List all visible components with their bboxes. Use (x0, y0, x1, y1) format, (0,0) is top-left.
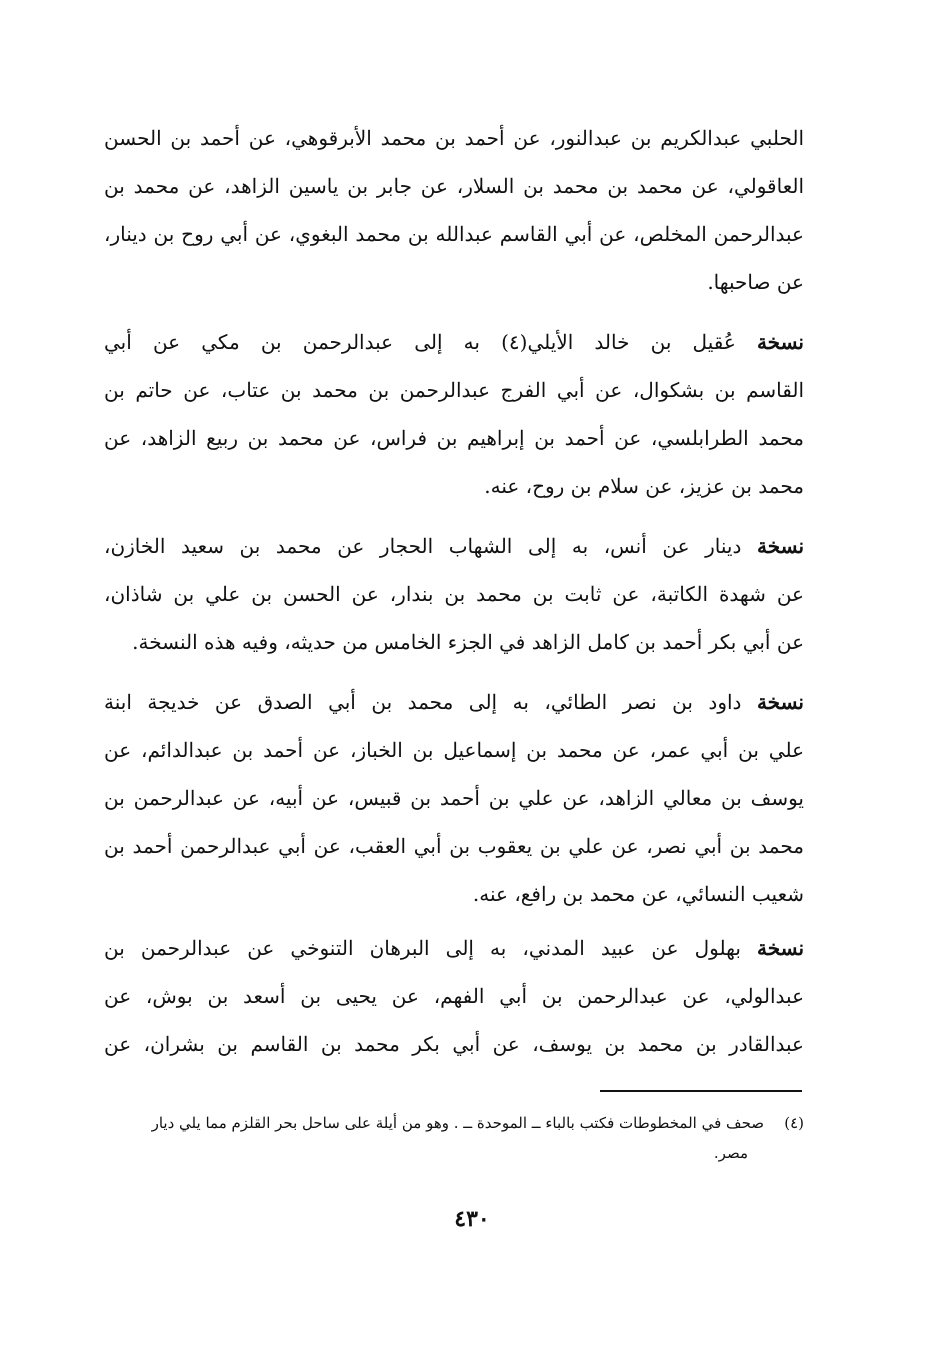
footnote-line (104, 1108, 804, 1138)
text-line (104, 318, 804, 366)
text-line: شعيب النسائي، عن محمد بن رافع، عنه. (472, 882, 804, 906)
footnote-divider (600, 1090, 802, 1092)
text-line: عن أبي بكر أحمد بن كامل الزاهد في الجزء الخامس من حديثه، وفيه هذه النسخة. (132, 630, 804, 654)
text-line: علي بن أبي عمر، عن محمد بن إسماعيل بن الخباز، عن أحمد بن عبدالدائم، عن (104, 738, 804, 762)
entry-lead-word: نسخة (756, 690, 804, 714)
paragraph-3 (104, 522, 804, 666)
footnote-number: (٤) (784, 1114, 804, 1132)
text-line: محمد بن أبي نصر، عن علي بن يعقوب بن أبي العقب، عن أبي عبدالرحمن أحمد بن (104, 834, 804, 858)
text-line: عبدالرحمن المخلص، عن أبي القاسم عبدالله بن محمد البغوي، عن أبي روح بن دينار، (104, 222, 804, 246)
text-line-content: داود بن نصر الطائي، به إلى محمد بن أبي الصدق عن خديجة ابنة (104, 690, 742, 714)
paragraph-5 (104, 924, 804, 1068)
entry-lead-word: نسخة (756, 936, 804, 960)
text-line: عبدالولي، عن عبدالرحمن بن أبي الفهم، عن يحيى بن أسعد بن بوش، عن (104, 984, 804, 1008)
footnote (104, 1108, 804, 1168)
text-line: يوسف بن معالي الزاهد، عن علي بن أحمد بن قبيس، عن أبيه، عن عبدالرحمن بن (104, 786, 804, 810)
text-line (104, 522, 804, 570)
text-line-content: دينار عن أنس، به إلى الشهاب الحجار عن محمد بن سعيد الخازن، (104, 534, 742, 558)
text-line (104, 678, 804, 726)
text-line: عن شهدة الكاتبة، عن ثابت بن محمد بن بندار، عن الحسن بن علي بن شاذان، (104, 582, 804, 606)
paragraph-2 (104, 318, 804, 510)
text-line: عبدالقادر بن محمد بن يوسف، عن أبي بكر محمد بن القاسم بن بشران، عن (104, 1032, 804, 1056)
footnote-text: صحف في المخطوطات فكتب بالباء ــ الموحدة ــ . وهو من أيلة على ساحل بحر القلزم مما يلي ديار (151, 1114, 764, 1132)
entry-lead-word: نسخة (756, 330, 804, 354)
footnote-line: مصر. (713, 1144, 748, 1162)
text-line: عن صاحبها. (707, 270, 804, 294)
text-line-content: عُقيل بن خالد الأيلي(٤) به إلى عبدالرحمن بن مكي عن أبي (104, 330, 736, 354)
paragraph-1 (104, 114, 804, 306)
entry-lead-word: نسخة (756, 534, 804, 558)
text-line: محمد بن عزيز، عن سلام بن روح، عنه. (484, 474, 804, 498)
text-line: الحلبي عبدالكريم بن عبدالنور، عن أحمد بن محمد الأبرقوهي، عن أحمد بن الحسن (104, 126, 804, 150)
paragraph-4 (104, 678, 804, 918)
text-line: القاسم بن بشكوال، عن أبي الفرج عبدالرحمن بن محمد بن عتاب، عن حاتم بن (104, 378, 804, 402)
text-line-content: بهلول عن عبيد المدني، به إلى البرهان التنوخي عن عبدالرحمن بن (104, 936, 741, 960)
text-line (104, 924, 804, 972)
text-line: العاقولي، عن محمد بن محمد بن السلار، عن جابر بن ياسين الزاهد، عن محمد بن (104, 174, 804, 198)
text-line: محمد الطرابلسي، عن أحمد بن إبراهيم بن فراس، عن محمد بن ربيع الزاهد، عن (104, 426, 804, 450)
page-number: ٤٣٠ (454, 1206, 490, 1232)
